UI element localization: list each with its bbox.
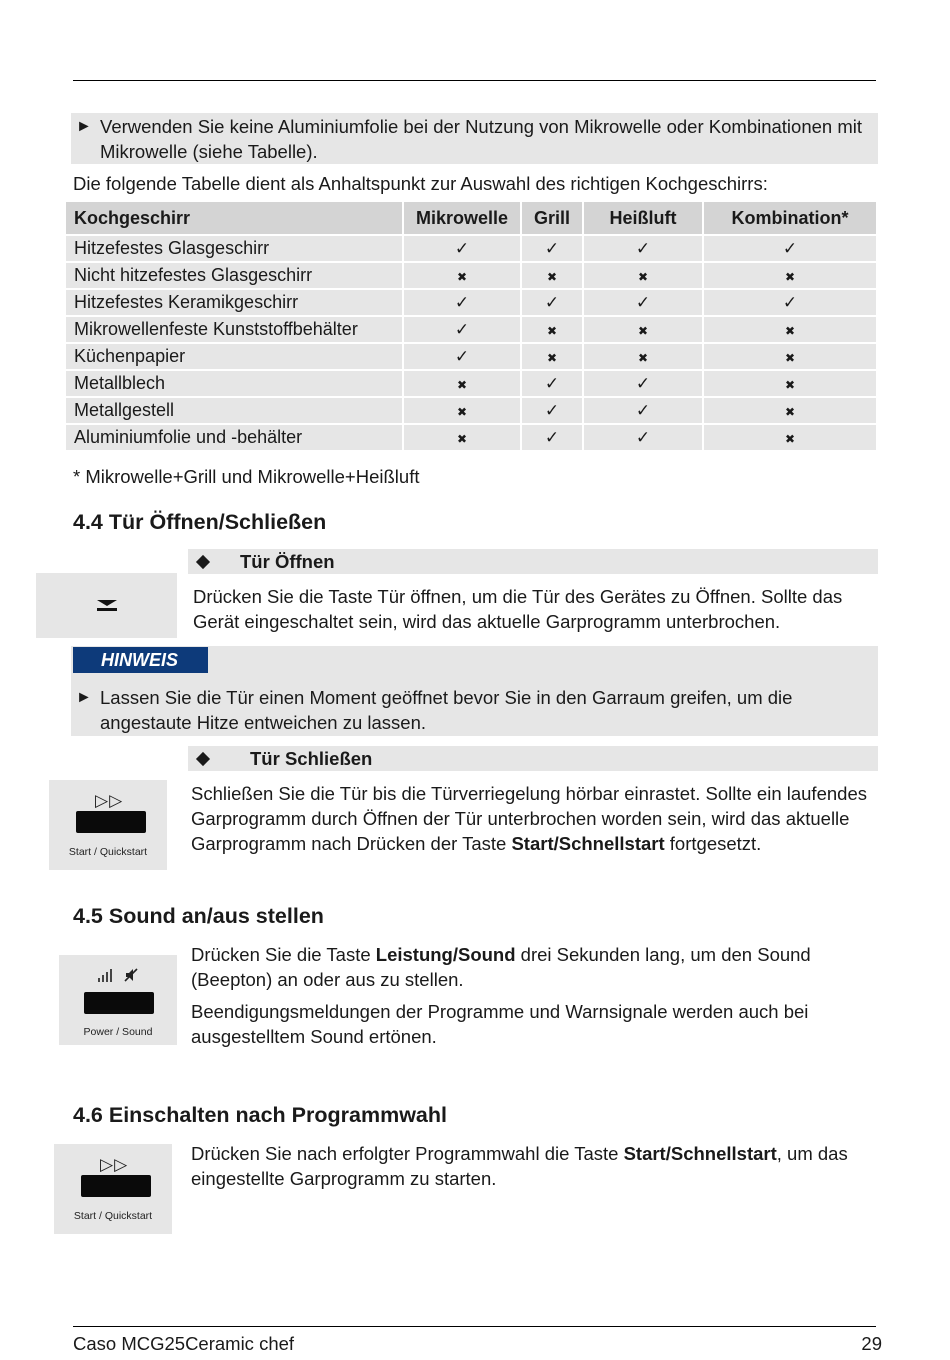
suitability-cell	[522, 371, 582, 396]
check-icon: ✓	[635, 428, 651, 447]
col-header-grill: Grill	[522, 202, 582, 234]
table-row	[66, 371, 876, 396]
bullet-arrow-icon: ►	[76, 118, 92, 135]
table-row	[66, 398, 876, 423]
play-icon: ▷▷	[100, 1155, 129, 1174]
table-row	[66, 425, 876, 450]
start-quickstart-caption-2: Start / Quickstart	[73, 1210, 153, 1222]
suitability-cell	[584, 263, 702, 288]
section-4-4-title: 4.4 Tür Öffnen/Schließen	[73, 510, 327, 534]
suitability-cell	[404, 425, 520, 450]
cross-icon: ✖	[784, 378, 796, 392]
start-quickstart-button-2[interactable]	[81, 1175, 151, 1197]
col-header-kochgeschirr: Kochgeschirr	[66, 202, 402, 234]
suitability-cell	[584, 371, 702, 396]
check-icon: ✓	[635, 293, 651, 312]
cross-icon: ✖	[546, 351, 558, 365]
header-rule	[73, 80, 876, 81]
suitability-cell	[522, 425, 582, 450]
footer-rule	[73, 1326, 876, 1327]
cookware-name: Küchenpapier	[66, 344, 402, 369]
cross-icon: ✖	[637, 351, 649, 365]
suitability-cell	[584, 344, 702, 369]
check-icon: ✓	[454, 239, 470, 258]
section-4-5-title: 4.5 Sound an/aus stellen	[73, 904, 324, 928]
cookware-table	[64, 200, 878, 452]
cross-icon: ✖	[784, 351, 796, 365]
door-open-text: Drücken Sie die Taste Tür öffnen, um die Tür des Gerätes zu Öffnen. Sollte das Gerät eingeschaltet sein, wird das aktuelle Garprogramm unterbrochen.	[193, 586, 843, 632]
suitability-cell	[704, 263, 876, 288]
cross-icon: ✖	[456, 378, 468, 392]
suitability-cell	[704, 425, 876, 450]
cookware-name: Mikrowellenfeste Kunststoffbehälter	[66, 317, 402, 342]
suitability-cell	[584, 290, 702, 315]
suitability-cell	[584, 425, 702, 450]
start-button-panel-2	[54, 1144, 172, 1234]
start-schnellstart-term: Start/Schnellstart	[511, 833, 665, 854]
suitability-cell	[704, 317, 876, 342]
cookware-name: Hitzefestes Keramikgeschirr	[66, 290, 402, 315]
program-start-text: Drücken Sie nach erfolgter Programmwahl die Taste Start/Schnellstart, um das eingestellte Garprogramm zu starten.	[191, 1143, 848, 1189]
door-open-icon[interactable]	[36, 573, 177, 638]
cross-icon: ✖	[637, 324, 649, 338]
suitability-cell	[522, 263, 582, 288]
check-icon: ✓	[454, 320, 470, 339]
check-icon: ✓	[544, 401, 560, 420]
cookware-name: Nicht hitzefestes Glasgeschirr	[66, 263, 402, 288]
start-button-panel	[49, 780, 167, 870]
check-icon: ✓	[454, 347, 470, 366]
start-quickstart-caption: Start / Quickstart	[68, 846, 148, 858]
cross-icon: ✖	[784, 270, 796, 284]
page-number: 29	[861, 1333, 882, 1354]
play-icon: ▷▷	[95, 791, 124, 810]
cross-icon: ✖	[456, 270, 468, 284]
table-footnote: * Mikrowelle+Grill und Mikrowelle+Heißluft	[73, 466, 420, 487]
col-header-kombination: Kombination*	[704, 202, 876, 234]
suitability-cell	[404, 398, 520, 423]
col-header-heissluft: Heißluft	[584, 202, 702, 234]
bullet-arrow-icon: ►	[76, 689, 92, 706]
check-icon: ✓	[782, 293, 798, 312]
door-close-label: Tür Schließen	[250, 748, 373, 769]
table-row	[66, 290, 876, 315]
cross-icon: ✖	[784, 324, 796, 338]
section-4-6-title: 4.6 Einschalten nach Programmwahl	[73, 1103, 447, 1127]
table-row	[66, 263, 876, 288]
suitability-cell	[404, 317, 520, 342]
start-schnellstart-term: Start/Schnellstart	[623, 1143, 777, 1164]
hinweis-note	[76, 685, 876, 735]
suitability-cell	[522, 344, 582, 369]
table-row	[66, 344, 876, 369]
leistung-sound-term: Leistung/Sound	[375, 944, 516, 965]
suitability-cell	[404, 371, 520, 396]
check-icon: ✓	[544, 239, 560, 258]
power-sound-caption: Power / Sound	[83, 1026, 153, 1038]
door-close-subheading	[188, 746, 878, 771]
cookware-name: Metallgestell	[66, 398, 402, 423]
sound-mute-icon	[123, 967, 139, 983]
diamond-bullet-icon	[196, 751, 210, 765]
hinweis-text: Lassen Sie die Tür einen Moment geöffnet bevor Sie in den Garraum greifen, um die angestaute Hitze entweichen zu lassen.	[100, 687, 793, 733]
col-header-mikrowelle: Mikrowelle	[404, 202, 520, 234]
suitability-cell	[522, 398, 582, 423]
check-icon: ✓	[544, 374, 560, 393]
cross-icon: ✖	[456, 432, 468, 446]
suitability-cell	[404, 236, 520, 261]
suitability-cell	[704, 344, 876, 369]
note-text: Verwenden Sie keine Aluminiumfolie bei der Nutzung von Mikrowelle oder Kombinationen mit Mikrowelle (siehe Tabelle).	[100, 116, 862, 162]
check-icon: ✓	[454, 293, 470, 312]
power-sound-button[interactable]	[84, 992, 154, 1014]
hinweis-badge: HINWEIS	[73, 647, 208, 673]
check-icon: ✓	[782, 239, 798, 258]
diamond-bullet-icon	[196, 554, 210, 568]
check-icon: ✓	[544, 293, 560, 312]
cross-icon: ✖	[784, 432, 796, 446]
suitability-cell	[522, 317, 582, 342]
table-row	[66, 236, 876, 261]
suitability-cell	[584, 236, 702, 261]
suitability-cell	[522, 290, 582, 315]
power-button-panel	[59, 955, 177, 1045]
check-icon: ✓	[635, 239, 651, 258]
table-intro: Die folgende Tabelle dient als Anhaltspunkt zur Auswahl des richtigen Kochgeschirrs:	[73, 173, 768, 194]
suitability-cell	[404, 290, 520, 315]
sound-text-2: Beendigungsmeldungen der Programme und Warnsignale werden auch bei ausgestelltem Sound ertönen.	[191, 1001, 809, 1047]
cross-icon: ✖	[546, 324, 558, 338]
suitability-cell	[584, 398, 702, 423]
start-quickstart-button[interactable]	[76, 811, 146, 833]
power-level-icon	[97, 967, 117, 983]
suitability-cell	[584, 317, 702, 342]
suitability-cell	[404, 344, 520, 369]
suitability-cell	[522, 236, 582, 261]
aluminium-warning-note	[71, 113, 878, 164]
cookware-name: Aluminiumfolie und -behälter	[66, 425, 402, 450]
cross-icon: ✖	[546, 270, 558, 284]
suitability-cell	[704, 290, 876, 315]
suitability-cell	[704, 236, 876, 261]
footer-product: Caso MCG25Ceramic chef	[73, 1333, 295, 1354]
door-close-text: Schließen Sie die Tür bis die Türverriegelung hörbar einrastet. Sollte ein laufendes Garprogramm durch Öffnen der Tür unterbrochen worden sein, wird das aktuelle Garprogramm nach Drücken der Taste Start/Schnellstart fortgesetzt.	[191, 783, 867, 854]
suitability-cell	[704, 398, 876, 423]
check-icon: ✓	[544, 428, 560, 447]
door-open-subheading	[188, 549, 878, 574]
cross-icon: ✖	[784, 405, 796, 419]
cross-icon: ✖	[456, 405, 468, 419]
cross-icon: ✖	[637, 270, 649, 284]
suitability-cell	[404, 263, 520, 288]
suitability-cell	[704, 371, 876, 396]
cookware-name: Hitzefestes Glasgeschirr	[66, 236, 402, 261]
check-icon: ✓	[635, 374, 651, 393]
sound-text-1: Drücken Sie die Taste Leistung/Sound drei Sekunden lang, um den Sound (Beepton) an oder aus zu stellen.	[191, 944, 811, 990]
table-header-row	[66, 202, 876, 234]
cookware-name: Metallblech	[66, 371, 402, 396]
table-row	[66, 317, 876, 342]
door-open-button-panel	[36, 573, 177, 638]
door-open-label: Tür Öffnen	[240, 551, 335, 572]
check-icon: ✓	[635, 401, 651, 420]
